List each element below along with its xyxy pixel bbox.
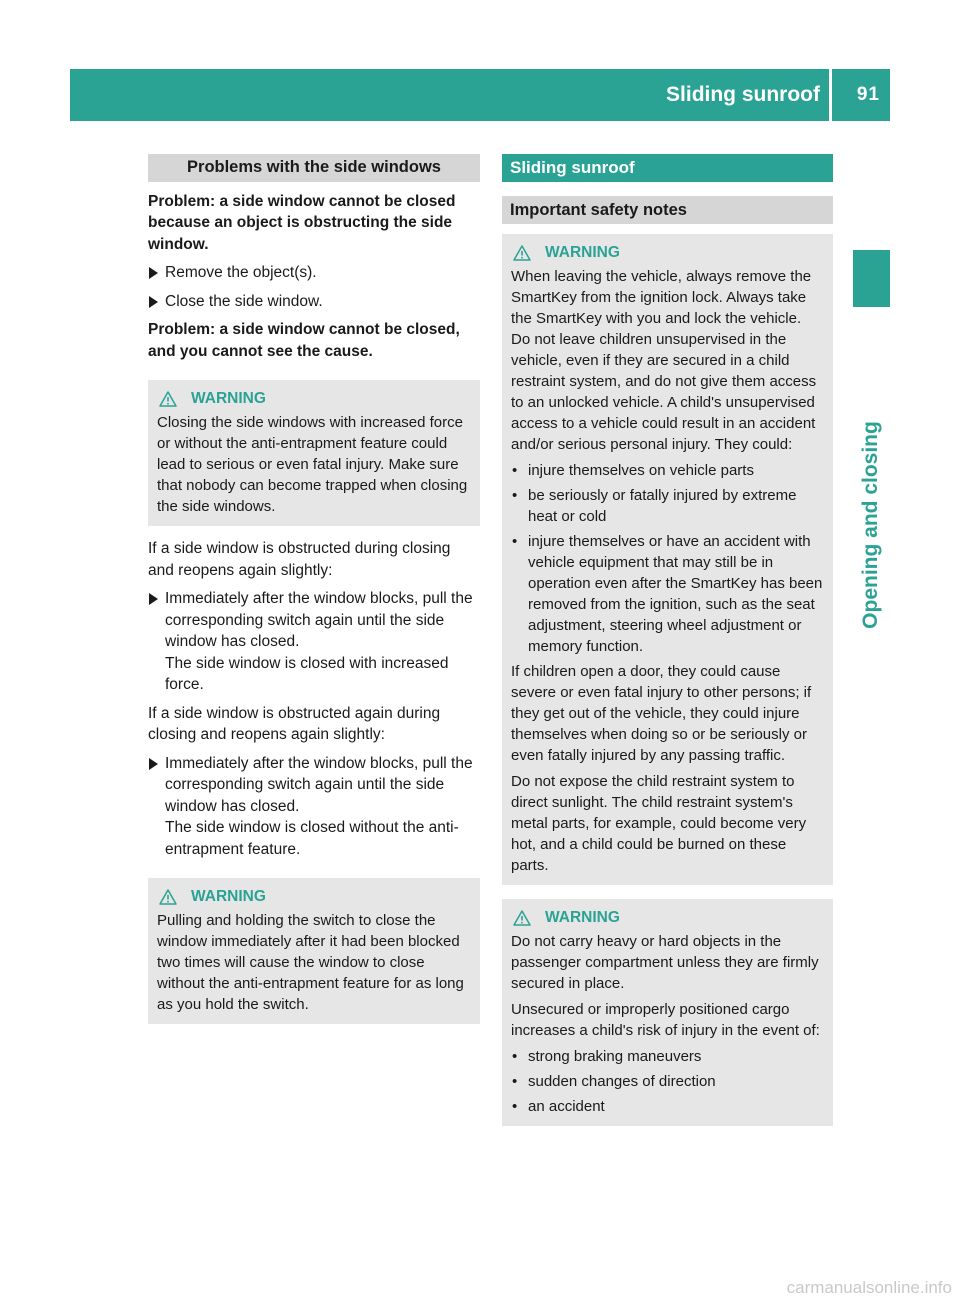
warning-text: If children open a door, they could cause severe or even fatal injury to other persons; if they get out of the vehicle, they could injure themselves when doing so or be seriously or even fatally injured by any passing traffic. [511,663,812,764]
warning-triangle-icon [159,391,177,407]
step-text: Remove the object(s). [165,264,317,281]
step-result: The side window is closed without the anti-entrapment feature. [165,819,459,858]
list-item [511,1071,824,1092]
step-arrow-icon [149,296,158,308]
warning-triangle-icon [513,245,531,261]
problem-statement: Problem: a side window cannot be closed, and you cannot see the cause. [148,321,460,360]
step-arrow-icon [149,758,158,770]
list-item-text: strong braking maneuvers [528,1048,702,1065]
warning-text: Unsecured or improperly positioned cargo increases a child's risk of injury in the event of: [511,1001,820,1039]
list-item-text: injure themselves on vehicle parts [528,462,754,479]
list-item-text: sudden changes of direction [528,1073,716,1090]
warning-title: WARNING [191,888,266,905]
page-number: 91 [856,84,880,105]
instruction-step [148,291,480,313]
chapter-tab-marker [853,250,890,307]
problem-statement: Problem: a side window cannot be closed because an object is obstructing the side window. [148,192,456,253]
header-divider [829,69,832,121]
warning-title: WARNING [545,244,620,261]
bullet-icon: • [512,1098,518,1115]
warning-header [511,242,824,263]
warning-triangle-icon [159,889,177,905]
instruction-step [148,262,480,284]
step-text: Immediately after the window blocks, pull the corresponding switch again until the side window has closed. [165,754,473,815]
warning-text: Pulling and holding the switch to close the window immediately after it had been blocked two times will cause the window to close without the anti-entrapment feature for as long as you hold the switch. [157,912,464,1013]
header-title: Sliding sunroof [666,83,820,106]
bullet-icon: • [512,462,518,479]
list-item [511,1046,824,1067]
warning-box [148,878,480,1024]
list-item [511,460,824,481]
instruction-step [148,588,480,696]
warning-text: Closing the side windows with increased force or without the anti-entrapment feature could lead to serious or even fatal injury. Make sure that nobody can become trapped when closing the side windows. [157,414,468,515]
warning-triangle-icon [513,910,531,926]
step-arrow-icon [149,593,158,605]
step-result: The side window is closed with increased force. [165,654,449,693]
section-heading-side-windows: Problems with the side windows [148,154,480,182]
bullet-icon: • [512,487,518,504]
warning-box [148,380,480,526]
warning-title: WARNING [191,390,266,407]
list-item [511,1096,824,1117]
right-column [502,154,833,1138]
list-item [511,485,824,527]
warning-text: Do not carry heavy or hard objects in the passenger compartment unless they are firmly secured in place. [511,933,819,992]
section-heading-sliding-sunroof: Sliding sunroof [502,154,833,182]
paragraph: If a side window is obstructed again during closing and reopens again slightly: [148,704,441,743]
warning-box [502,899,833,1126]
warning-box [502,234,833,885]
list-item-text: be seriously or fatally injured by extreme heat or cold [528,487,797,525]
list-item-text: injure themselves or have an accident with vehicle equipment that may still be in operation even after the SmartKey has been removed from the ignition, such as the seat adjustment, steering wheel adjustment or memory function. [528,533,823,655]
warning-text: When leaving the vehicle, always remove the SmartKey from the ignition lock. Always take the SmartKey with you and lock the vehicle. Do not leave children unsupervised in the vehicle, even if they are secured in a child restraint system, and do not give them access to an unlocked vehicle. A child's unsupervised access to a vehicle could result in an accident and/or serious personal injury. They could: [511,268,817,453]
warning-header [157,886,471,907]
step-arrow-icon [149,267,158,279]
chapter-label: Opening and closing [859,421,882,629]
instruction-step [148,753,480,861]
subheading-safety-notes: Important safety notes [502,196,833,224]
bullet-icon: • [512,533,518,550]
warning-text: Do not expose the child restraint system to direct sunlight. The child restraint system's metal parts, for example, could become very hot, and a child could be burned on these parts. [511,773,807,874]
page-header [70,69,890,121]
watermark: carmanualsonline.info [786,1278,952,1297]
list-item-text: an accident [528,1098,605,1115]
warning-header [511,907,824,928]
warning-title: WARNING [545,909,620,926]
step-text: Immediately after the window blocks, pull the corresponding switch again until the side window has closed. [165,590,473,650]
warning-header [157,388,471,409]
list-item [511,531,824,657]
step-text: Close the side window. [165,292,323,310]
bullet-icon: • [512,1048,518,1065]
bullet-icon: • [512,1073,518,1090]
paragraph: If a side window is obstructed during closing and reopens again slightly: [148,540,451,579]
left-column [148,154,480,1036]
